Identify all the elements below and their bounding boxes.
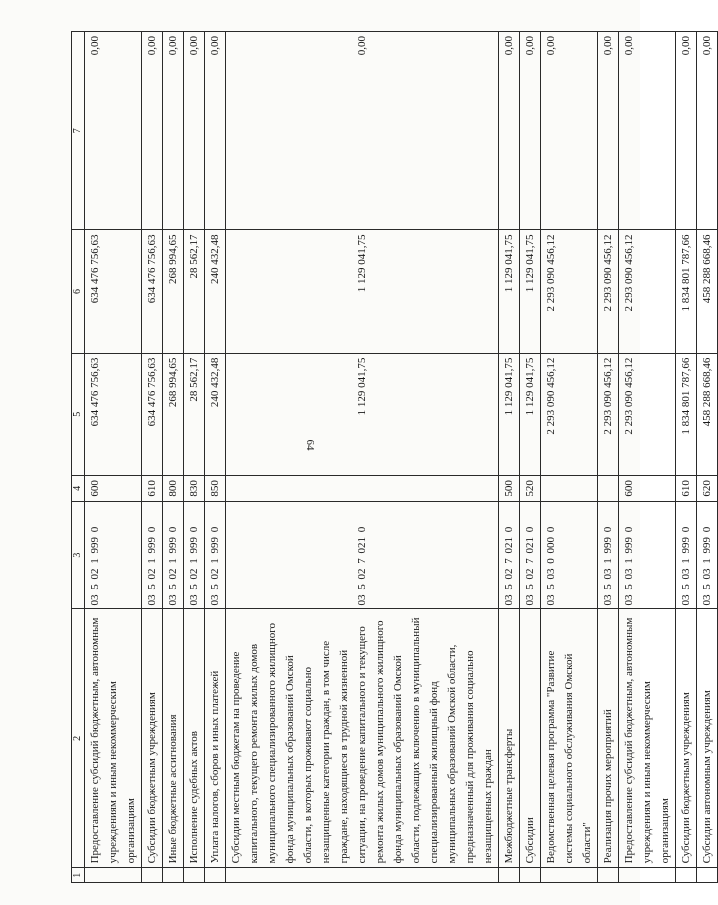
row-name-cell: Иные бюджетные ассигнования xyxy=(163,609,184,868)
row-name-cell: Исполнение судебных актов xyxy=(184,609,205,868)
row-value6-cell: 634 476 756,63 xyxy=(142,230,163,353)
table-row xyxy=(163,32,184,883)
row-value5-cell: 2 293 090 456,12 xyxy=(541,353,598,475)
table-row xyxy=(676,32,697,883)
row-value7-cell: 0,00 xyxy=(205,32,226,230)
row-value6-cell: 2 293 090 456,12 xyxy=(541,230,598,353)
row-number-cell xyxy=(184,868,205,883)
column-header: 6 xyxy=(72,230,85,353)
row-value7-cell: 0,00 xyxy=(142,32,163,230)
row-name-cell: Ведомственная целевая программа "Развитие системы социального обслуживания Омской области" xyxy=(541,609,598,868)
table-row xyxy=(205,32,226,883)
row-name-cell: Уплата налогов, сборов и иных платежей xyxy=(205,609,226,868)
row-code-cell: 03 5 02 7 021 0 xyxy=(520,501,541,609)
row-name-cell: Реализация прочих мероприятий xyxy=(598,609,619,868)
row-value6-cell: 1 129 041,75 xyxy=(499,230,520,353)
row-value5-cell: 28 562,17 xyxy=(184,353,205,475)
row-value6-cell: 634 476 756,63 xyxy=(85,230,142,353)
row-vr-cell: 800 xyxy=(163,475,184,501)
row-code-cell: 03 5 02 1 999 0 xyxy=(142,501,163,609)
table-row xyxy=(520,32,541,883)
row-code-cell: 03 5 03 1 999 0 xyxy=(598,501,619,609)
column-header: 4 xyxy=(72,475,85,501)
row-vr-cell: 600 xyxy=(85,475,142,501)
row-number-cell xyxy=(499,868,520,883)
row-value6-cell: 1 129 041,75 xyxy=(226,230,499,353)
table-row xyxy=(85,32,142,883)
column-header: 3 xyxy=(72,501,85,609)
page-number: 64 xyxy=(304,439,316,451)
row-value7-cell: 0,00 xyxy=(184,32,205,230)
row-value6-cell: 1 834 801 787,66 xyxy=(676,230,697,353)
row-value7-cell: 0,00 xyxy=(163,32,184,230)
row-name-cell: Межбюджетные трансферты xyxy=(499,609,520,868)
table-row xyxy=(598,32,619,883)
row-number-cell xyxy=(619,868,676,883)
row-code-cell: 03 5 02 1 999 0 xyxy=(205,501,226,609)
row-value5-cell: 634 476 756,63 xyxy=(142,353,163,475)
row-value5-cell: 268 994,65 xyxy=(163,353,184,475)
row-value6-cell: 268 994,65 xyxy=(163,230,184,353)
row-code-cell: 03 5 02 7 021 0 xyxy=(226,501,499,609)
row-value7-cell: 0,00 xyxy=(619,32,676,230)
row-value5-cell: 2 293 090 456,12 xyxy=(598,353,619,475)
row-vr-cell: 850 xyxy=(205,475,226,501)
column-header: 5 xyxy=(72,353,85,475)
row-name-cell: Субсидии бюджетным учреждениям xyxy=(142,609,163,868)
table-row xyxy=(226,32,499,883)
row-code-cell: 03 5 02 1 999 0 xyxy=(184,501,205,609)
budget-table xyxy=(71,31,718,883)
row-code-cell: 03 5 02 1 999 0 xyxy=(85,501,142,609)
row-value7-cell: 0,00 xyxy=(520,32,541,230)
table-row xyxy=(619,32,676,883)
row-code-cell: 03 5 02 1 999 0 xyxy=(163,501,184,609)
table-row xyxy=(142,32,163,883)
column-header: 1 xyxy=(72,868,85,883)
row-value6-cell: 1 129 041,75 xyxy=(520,230,541,353)
row-value7-cell: 0,00 xyxy=(541,32,598,230)
row-value5-cell: 1 129 041,75 xyxy=(226,353,499,475)
row-value5-cell: 2 293 090 456,12 xyxy=(619,353,676,475)
row-code-cell: 03 5 03 1 999 0 xyxy=(697,501,718,609)
row-number-cell xyxy=(85,868,142,883)
table-row xyxy=(499,32,520,883)
row-value7-cell: 0,00 xyxy=(697,32,718,230)
row-code-cell: 03 5 03 1 999 0 xyxy=(676,501,697,609)
row-value7-cell: 0,00 xyxy=(499,32,520,230)
row-number-cell xyxy=(226,868,499,883)
row-value5-cell: 1 129 041,75 xyxy=(520,353,541,475)
row-value6-cell: 458 288 668,46 xyxy=(697,230,718,353)
row-number-cell xyxy=(697,868,718,883)
row-number-cell xyxy=(163,868,184,883)
row-value6-cell: 240 432,48 xyxy=(205,230,226,353)
row-number-cell xyxy=(541,868,598,883)
row-vr-cell xyxy=(226,475,499,501)
row-value5-cell: 240 432,48 xyxy=(205,353,226,475)
row-code-cell: 03 5 03 1 999 0 xyxy=(619,501,676,609)
row-number-cell xyxy=(598,868,619,883)
table-row xyxy=(541,32,598,883)
row-vr-cell xyxy=(541,475,598,501)
rotated-table-container xyxy=(71,31,713,883)
row-vr-cell: 830 xyxy=(184,475,205,501)
row-name-cell: Субсидии xyxy=(520,609,541,868)
row-name-cell: Предоставление субсидий бюджетным, автономным учреждениям и иным некоммерческим организациям xyxy=(85,609,142,868)
row-name-cell: Субсидии автономным учреждениям xyxy=(697,609,718,868)
row-name-cell: Предоставление субсидий бюджетным, автономным учреждениям и иным некоммерческим организациям xyxy=(619,609,676,868)
row-name-cell: Субсидии местным бюджетам на проведение капитального, текущего ремонта жилых домов муниципального специализированного жилищного фонда муниципальных образований Омской области, в которых проживают социально незащищенные категории граждан, в том числе граждане, находящиеся в трудной жизненной ситуации, на проведение капитального и текущего ремонта жилых домов муниципального жилищного фонда муниципальных образований Омской области, подлежащих включению в муниципальный специализированный жилищный фонд муниципальных образований Омской области, предназначенный для проживания социально незащищенных граждан xyxy=(226,609,499,868)
row-vr-cell: 500 xyxy=(499,475,520,501)
row-vr-cell: 610 xyxy=(676,475,697,501)
row-number-cell xyxy=(676,868,697,883)
row-code-cell: 03 5 03 0 000 0 xyxy=(541,501,598,609)
row-vr-cell: 610 xyxy=(142,475,163,501)
table-row xyxy=(184,32,205,883)
row-number-cell xyxy=(205,868,226,883)
row-number-cell xyxy=(142,868,163,883)
row-value7-cell: 0,00 xyxy=(226,32,499,230)
table-row xyxy=(697,32,718,883)
header-row xyxy=(72,32,85,883)
row-value5-cell: 1 834 801 787,66 xyxy=(676,353,697,475)
row-value7-cell: 0,00 xyxy=(676,32,697,230)
row-value6-cell: 2 293 090 456,12 xyxy=(619,230,676,353)
row-code-cell: 03 5 02 7 021 0 xyxy=(499,501,520,609)
row-vr-cell: 620 xyxy=(697,475,718,501)
column-header: 7 xyxy=(72,32,85,230)
column-header: 2 xyxy=(72,609,85,868)
row-vr-cell: 600 xyxy=(619,475,676,501)
row-value7-cell: 0,00 xyxy=(85,32,142,230)
row-value7-cell: 0,00 xyxy=(598,32,619,230)
row-value5-cell: 634 476 756,63 xyxy=(85,353,142,475)
row-value6-cell: 28 562,17 xyxy=(184,230,205,353)
row-name-cell: Субсидии бюджетным учреждениям xyxy=(676,609,697,868)
row-value5-cell: 458 288 668,46 xyxy=(697,353,718,475)
row-value5-cell: 1 129 041,75 xyxy=(499,353,520,475)
row-vr-cell xyxy=(598,475,619,501)
row-vr-cell: 520 xyxy=(520,475,541,501)
row-number-cell xyxy=(520,868,541,883)
table-body xyxy=(85,32,718,883)
row-value6-cell: 2 293 090 456,12 xyxy=(598,230,619,353)
